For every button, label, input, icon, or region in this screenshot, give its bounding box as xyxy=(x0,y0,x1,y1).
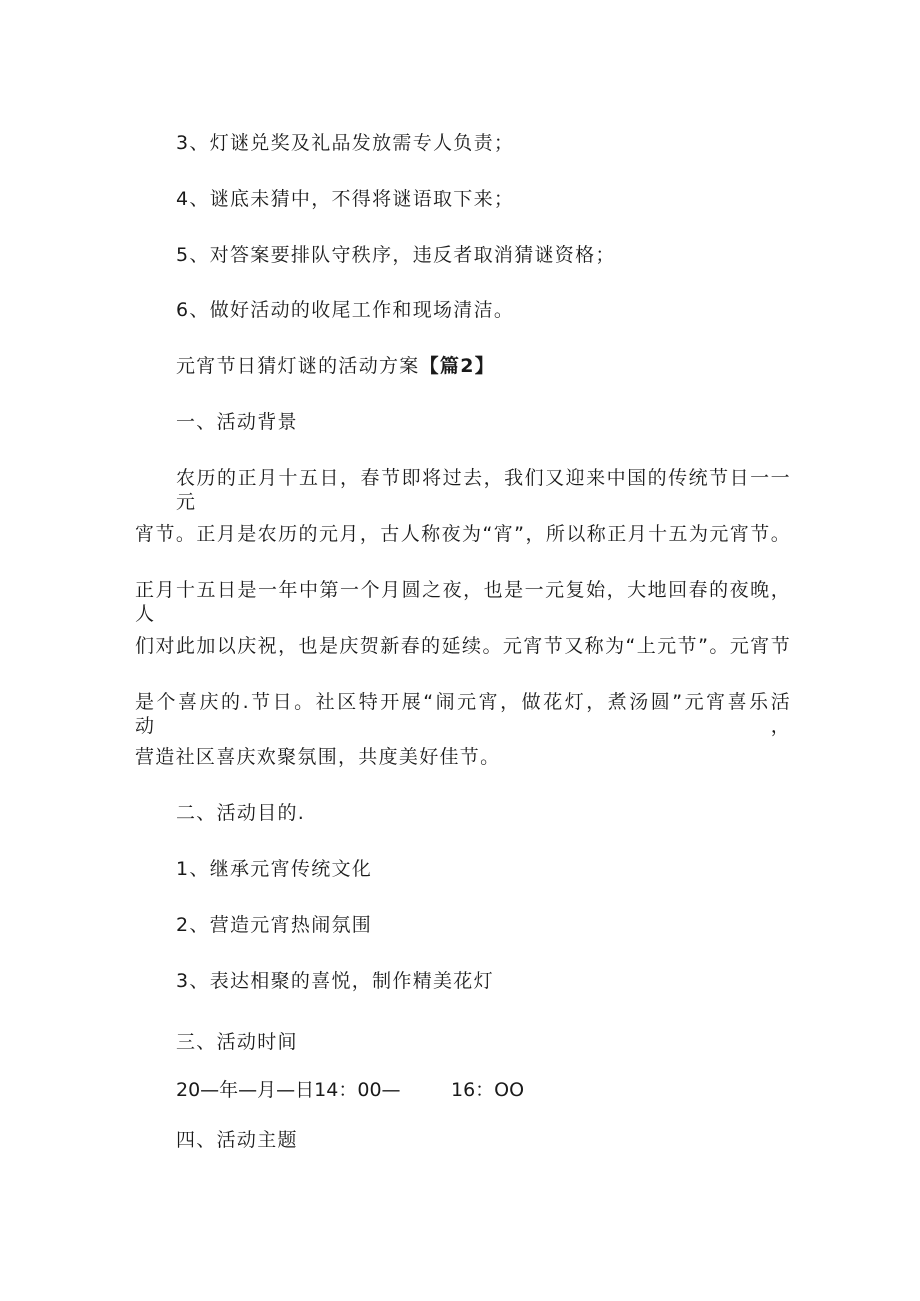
rule-item-3: 3、灯谜兑奖及礼品发放需专人负责； xyxy=(176,132,515,154)
rule-item-5: 5、对答案要排队守秩序，违反者取消猜谜资格； xyxy=(176,244,616,266)
paragraph-line-2: 宵节。正月是农历的元月，古人称夜为“宵”，所以称正月十五为元宵节。 xyxy=(135,523,791,545)
paragraph-line-1: 农历的正月十五日，春节即将过去，我们又迎来中国的传统节日一一元 xyxy=(176,467,791,513)
purpose-item-1: 1、继承元宵传统文化 xyxy=(176,858,373,880)
purpose-item-3: 3、表达相聚的喜悦，制作精美花灯 xyxy=(176,970,494,992)
heading-background: 一、活动背景 xyxy=(176,411,298,433)
paragraph-line-3: 正月十五日是一年中第一个月圆之夜，也是一元复始，大地回春的夜晚，人 xyxy=(135,579,791,625)
paragraph-line-4: 们对此加以庆祝，也是庆贺新春的延续。元宵节又称为“上元节”。元宵节 xyxy=(135,635,791,657)
rule-item-4: 4、谜底未猜中，不得将谜语取下来； xyxy=(176,188,515,210)
purpose-item-2: 2、营造元宵热闹氛围 xyxy=(176,914,373,936)
paragraph-line-5: 是个喜庆的.节日。社区特开展“闹元宵，做花灯，煮汤圆”元宵喜乐活动， xyxy=(135,691,791,737)
section-title xyxy=(176,354,495,378)
paragraph-line-6: 营造社区喜庆欢聚氛围，共度美好佳节。 xyxy=(135,746,501,768)
event-time-start: 20—年—月—日14：00— xyxy=(176,1079,401,1101)
rule-item-6: 6、做好活动的收尾工作和现场清洁。 xyxy=(176,299,515,321)
section-title-text: 元宵节日猜灯谜的活动方案 xyxy=(176,355,420,377)
heading-purpose: 二、活动目的. xyxy=(176,802,306,824)
heading-theme: 四、活动主题 xyxy=(176,1129,298,1151)
heading-time: 三、活动时间 xyxy=(176,1031,298,1053)
event-time-end: 16：OO xyxy=(451,1079,525,1101)
section-number: 【篇2】 xyxy=(419,355,496,377)
